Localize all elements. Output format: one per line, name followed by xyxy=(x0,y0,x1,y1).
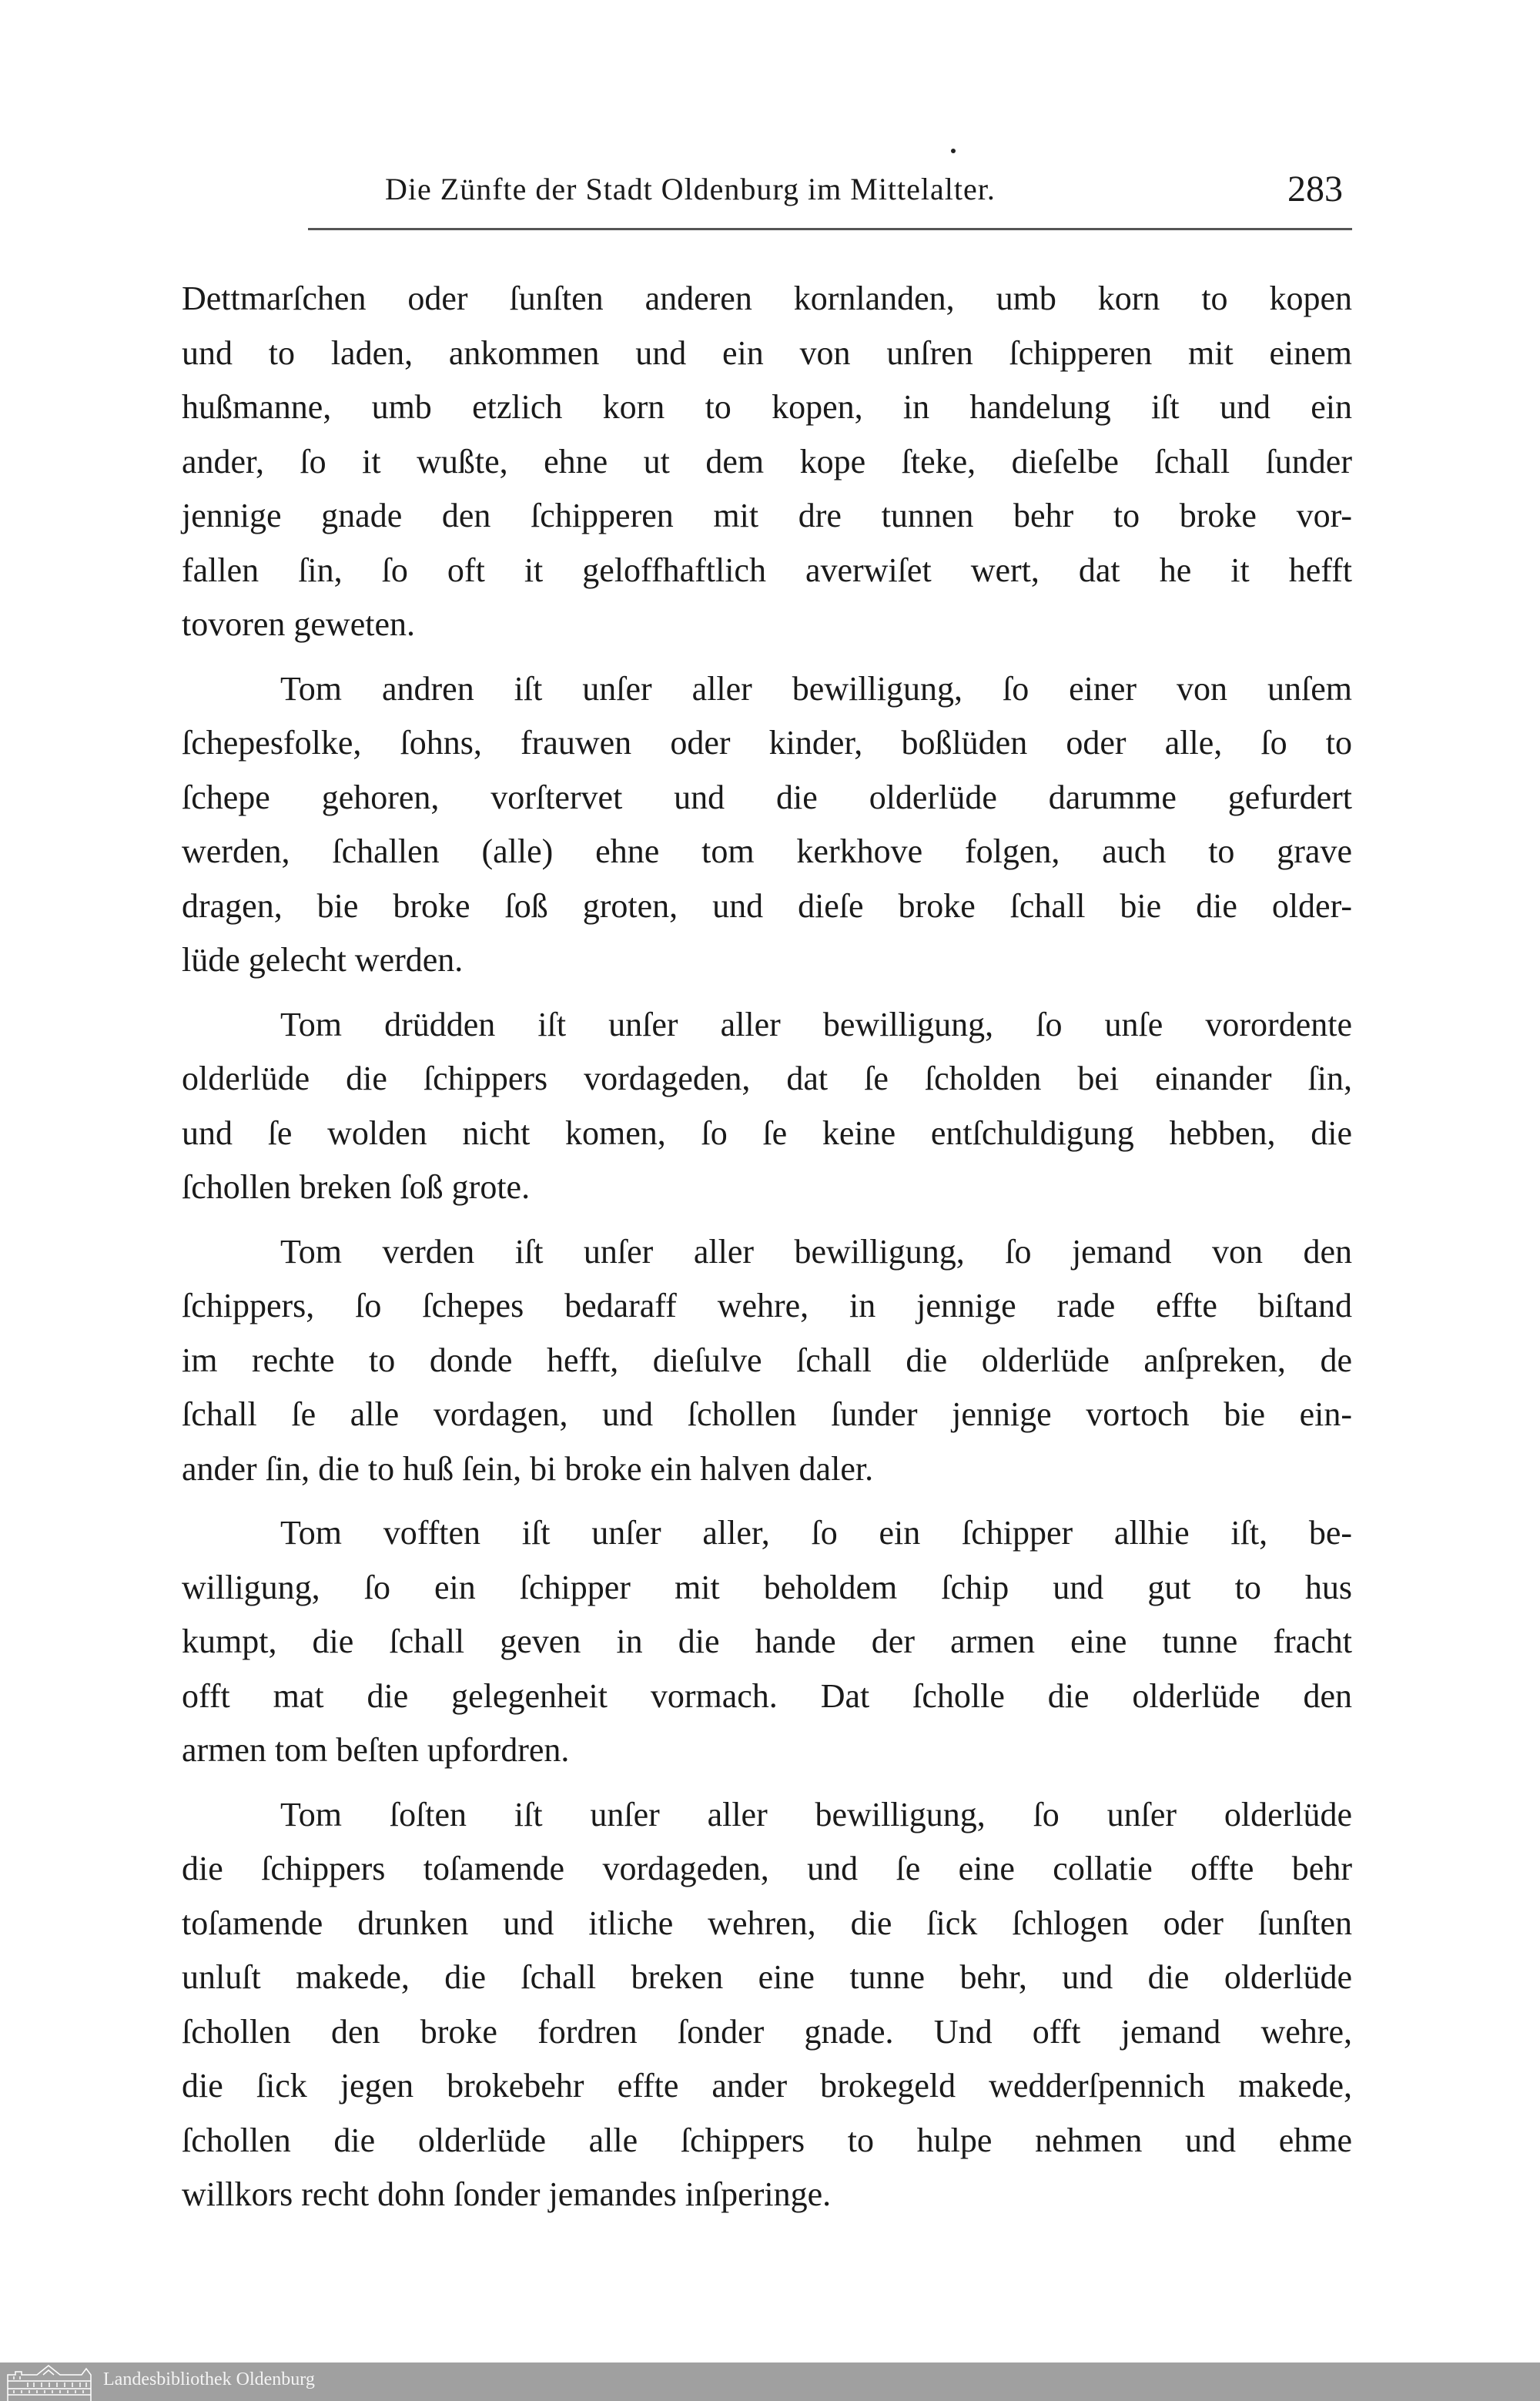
text-line: ſchepesfolke, ſohns, frauwen oder kinder, boßlüden oder alle, ſo to xyxy=(182,724,1352,762)
text-line: ander, ſo it wußte, ehne ut dem kope ſteke, dieſelbe ſchall ſunder xyxy=(182,442,1352,481)
text-line: ſchepe gehoren, vorſtervet und die olderlüde darumme gefurdert xyxy=(182,778,1352,816)
library-footer-bar xyxy=(0,2362,1540,2401)
text-line: im rechte to donde hefft, dieſulve ſchall die olderlüde anſpreken, de xyxy=(182,1341,1352,1379)
library-building-logo xyxy=(6,2364,95,2401)
text-line: ſchollen breken ſoß grote. xyxy=(182,1168,531,1206)
text-line: ſchollen die olderlüde alle ſchippers to hulpe nehmen und ehme xyxy=(182,2121,1352,2159)
text-line: werden, ſchallen (alle) ehne tom kerkhove folgen, auch to grave xyxy=(182,832,1352,870)
paragraph xyxy=(182,1506,1352,1778)
text-line: willigung, ſo ein ſchipper mit beholdem ſchip und gut to hus xyxy=(182,1568,1352,1606)
text-line: dragen, bie broke ſoß groten, und dieſe broke ſchall bie die older- xyxy=(182,886,1352,925)
text-line: und ſe wolden nicht komen, ſo ſe keine entſchuldigung hebben, die xyxy=(182,1113,1352,1152)
text-line: tovoren geweten. xyxy=(182,605,415,643)
text-line: jennige gnade den ſchipperen mit dre tunnen behr to broke vor- xyxy=(182,497,1352,534)
text-line: Tom verden iſt unſer aller bewilligung, ſo jemand von den xyxy=(280,1232,1352,1271)
text-line: ſchippers, ſo ſchepes bedaraff wehre, in jennige rade effte biſtand xyxy=(182,1287,1352,1324)
paragraph xyxy=(182,662,1352,988)
text-line: Tom ſoſten iſt unſer aller bewilligung, ſo unſer olderlüde xyxy=(280,1795,1352,1833)
text-line: Tom andren iſt unſer aller bewilligung, ſo einer von unſem xyxy=(280,669,1352,708)
text-line: toſamende drunken und itliche wehren, die ſick ſchlogen oder ſunſten xyxy=(182,1904,1352,1942)
body-text xyxy=(182,272,1352,2222)
text-line: ſchollen den broke fordren ſonder gnade. Und offt jemand wehre, xyxy=(182,2012,1352,2051)
text-line: offt mat die gelegenheit vormach. Dat ſcholle die olderlüde den xyxy=(182,1676,1352,1715)
text-line: olderlüde die ſchippers vordageden, dat ſe ſcholden bei einander ſin, xyxy=(182,1060,1352,1097)
paragraph xyxy=(182,1225,1352,1497)
text-line: lüde gelecht werden. xyxy=(182,941,464,979)
paragraph xyxy=(182,272,1352,652)
text-line: Tom drüdden iſt unſer aller bewilligung, ſo unſe vorordente xyxy=(280,1005,1352,1043)
header-rule xyxy=(308,228,1352,230)
text-line: Dettmarſchen oder ſunſten anderen kornlanden, umb korn to kopen xyxy=(182,280,1352,317)
paragraph xyxy=(182,1788,1352,2222)
text-line: hußmanne, umb etzlich korn to kopen, in handelung iſt und ein xyxy=(182,388,1352,426)
text-line: willkors recht dohn ſonder jemandes inſperinge. xyxy=(182,2175,832,2213)
text-line: ſchall ſe alle vordagen, und ſchollen ſunder jennige vortoch bie ein- xyxy=(182,1395,1352,1433)
paragraph xyxy=(182,998,1352,1215)
text-line: armen tom beſten upfordren. xyxy=(182,1731,570,1769)
text-line: ander ſin, die to huß ſein, bi broke ein halven daler. xyxy=(182,1449,874,1488)
text-line: und to laden, ankommen und ein von unſren ſchipperen mit einem xyxy=(182,333,1352,372)
text-line: unluſt makede, die ſchall breken eine tunne behr, und die olderlüde xyxy=(182,1958,1352,1996)
library-name: Landesbibliothek Oldenburg xyxy=(103,2369,315,2389)
text-line: Tom vofften iſt unſer aller, ſo ein ſchipper allhie iſt, be- xyxy=(280,1514,1352,1552)
running-title: Die Zünfte der Stadt Oldenburg im Mittelalter. xyxy=(385,172,996,206)
text-line: die ſchippers toſamende vordageden, und ſe eine collatie offte behr xyxy=(182,1850,1352,1887)
text-line: die ſick jegen brokebehr effte ander brokegeld wedderſpennich makede, xyxy=(182,2067,1352,2105)
text-line: kumpt, die ſchall geven in die hande der armen eine tunne fracht xyxy=(182,1622,1352,1660)
print-speck xyxy=(951,149,956,153)
text-line: fallen ſin, ſo oft it geloffhaftlich averwiſet wert, dat he it hefft xyxy=(182,551,1352,589)
page-number: 283 xyxy=(1287,169,1343,209)
